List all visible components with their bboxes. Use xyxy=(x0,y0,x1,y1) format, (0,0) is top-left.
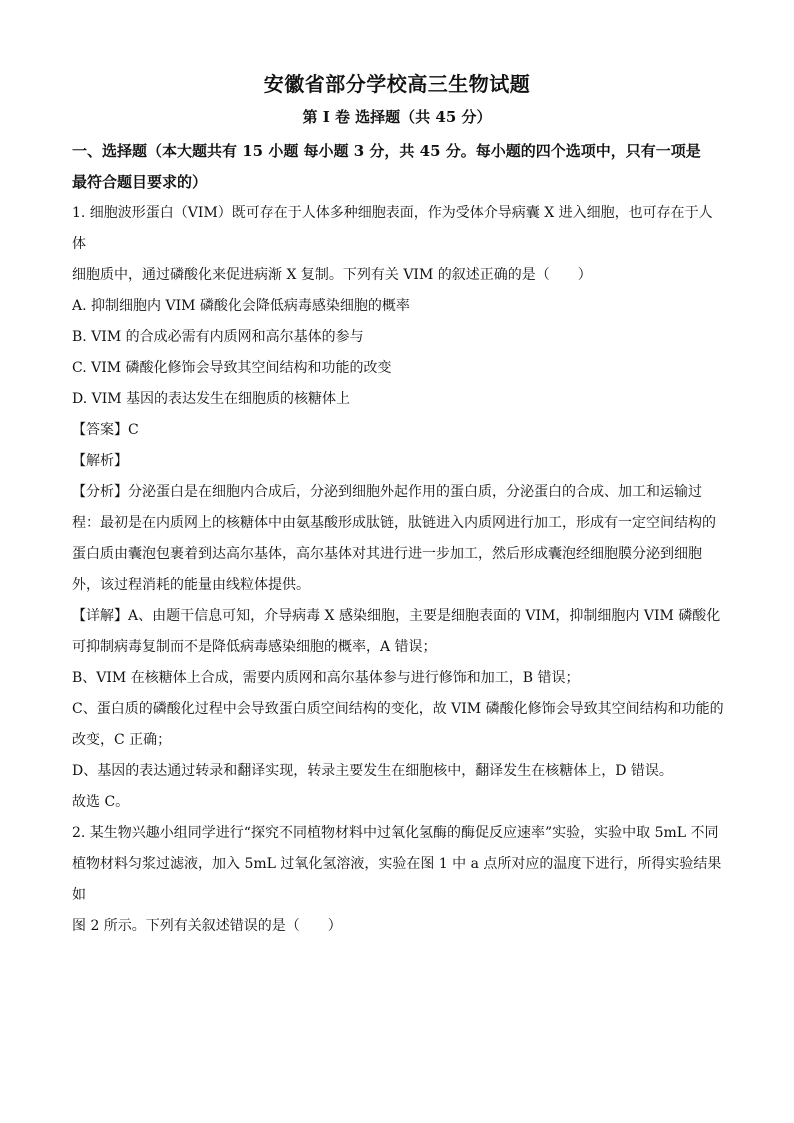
xiangjie-line-a-1 xyxy=(72,601,726,632)
question-1-option-a: A. 抑制细胞内 VIM 磷酸化会降低病毒感染细胞的概率 xyxy=(72,298,410,314)
xiangjie-line-a-2: 可抑制病毒复制而不是降低病毒感染细胞的概率，A 错误； xyxy=(72,639,437,655)
question-1-stem-line-1: 1. 细胞波形蛋白（VIM）既可存在于人体多种细胞表面，作为受体介导病囊 X 进入细胞，也可存在于人体 xyxy=(72,205,713,252)
fenxi-line-4: 外，该过程消耗的能量由线粒体提供。 xyxy=(72,577,310,593)
fenxi-line-1 xyxy=(72,477,726,508)
document-body xyxy=(72,136,726,942)
analysis-tag: 【解析】 xyxy=(72,453,128,469)
question-1-stem-line-2: 细胞质中，通过磷酸化来促进病渐 X 复制。下列有关 VIM 的叙述正确的是（ ） xyxy=(72,267,592,283)
section-heading-line-1: 一、选择题（本大题共有 15 小题 每小题 3 分，共 45 分。每小题的四个选项中，只有一项是 xyxy=(72,142,701,160)
fenxi-tag: 【分析】 xyxy=(72,484,128,500)
question-1-option-b: B. VIM 的合成必需有内质网和高尔基体的参与 xyxy=(72,329,364,345)
answer-line xyxy=(72,415,726,446)
xiangjie-a-text-1: A、由题干信息可知，介导病毒 X 感染细胞，主要是细胞表面的 VIM，抑制细胞内 VIM 磷酸化 xyxy=(128,608,721,624)
xiangjie-line-c-1: C、蛋白质的磷酸化过程中会导致蛋白质空间结构的变化，故 VIM 磷酸化修饰会导致其空间结构和功能的 xyxy=(72,701,724,717)
xiangjie-line-c-2: 改变，C 正确； xyxy=(72,732,172,748)
section-subtitle: 第 I 卷 选择题（共 45 分） xyxy=(302,108,492,126)
fenxi-line-2: 程：最初是在内质网上的核糖体中由氨基酸形成肽链，肽链进入内质网进行加工，形成有一定空间结构的 xyxy=(72,515,716,531)
question-2-stem-line-2: 植物材料匀浆过滤液，加入 5mL 过氧化氢溶液，实验在图 1 中 a 点所对应的温度下进行，所得实验结果如 xyxy=(72,856,722,903)
fenxi-line-3: 蛋白质由囊泡包裹着到达高尔基体，高尔基体对其进行进一步加工，然后形成囊泡经细胞膜分泌到细胞 xyxy=(72,546,702,562)
page-title: 安徽省部分学校高三生物试题 xyxy=(263,72,531,96)
fenxi-text-1: 分泌蛋白是在细胞内合成后，分泌到细胞外起作用的蛋白质，分泌蛋白的合成、加工和运输过 xyxy=(128,484,702,500)
question-1-option-d: D. VIM 基因的表达发生在细胞质的核糖体上 xyxy=(72,391,351,407)
question-2-stem-line-1: 2. 某生物兴趣小组同学进行“探究不同植物材料中过氧化氢酶的酶促反应速率”实验，实验中取 5mL 不同 xyxy=(72,825,719,841)
xiangjie-line-d: D、基因的表达通过转录和翻译实现，转录主要发生在细胞核中，翻译发生在核糖体上，D 错误。 xyxy=(72,763,673,779)
question-2-stem-line-3: 图 2 所示。下列有关叙述错误的是（ ） xyxy=(72,918,342,934)
xiangjie-line-b: B、VIM 在核糖体上合成，需要内质网和高尔基体参与进行修饰和加工，B 错误； xyxy=(72,670,580,686)
conclusion-line: 故选 C。 xyxy=(72,794,130,810)
question-1-option-c: C. VIM 磷酸化修饰会导致其空间结构和功能的改变 xyxy=(72,360,392,376)
xiangjie-tag: 【详解】 xyxy=(72,608,128,624)
answer-tag: 【答案】 xyxy=(72,422,128,438)
section-heading-line-2: 最符合题目要求的） xyxy=(72,173,208,191)
answer-value: C xyxy=(128,422,139,438)
